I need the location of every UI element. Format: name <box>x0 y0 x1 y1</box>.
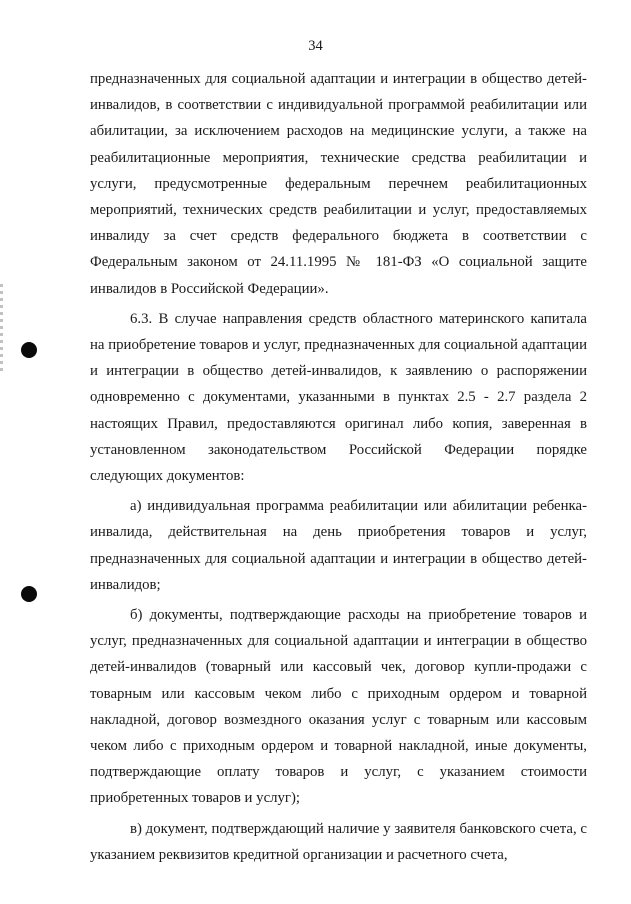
paragraph-continuation: предназначенных для социальной адаптации и интеграции в общество детей-инвалидов, в соответствии с индивидуальной программой реабилитации или абилитации, за исключением расходов на медицинские услуги, а также на реабилитационные мероприятия, технические средства реабилитации и услуги, предусмотренные федеральным перечнем реабилитационных мероприятий, технических средств реабилитации и услуг, предоставляемых инвалиду за счет средств федерального бюджета в соответствии с Федеральным законом от 24.11.1995 № 181-ФЗ «О социальной защите инвалидов в Российской Федерации». <box>90 71 587 297</box>
paragraph-item-a: а) индивидуальная программа реабилитации или абилитации ребенка-инвалида, действительная на день приобретения товаров и услуг, предназначенных для социальной адаптации и интеграции в общество детей-инвалидов; <box>90 498 587 593</box>
scan-edge-mark <box>0 284 3 374</box>
document-body <box>90 66 587 868</box>
paragraph-item-v: в) документ, подтверждающий наличие у заявителя банковского счета, с указанием реквизитов кредитной организации и расчетного счета, <box>90 820 587 863</box>
page-number: 34 <box>308 38 323 54</box>
punch-hole-bottom <box>21 586 37 602</box>
punch-hole-top <box>21 342 37 358</box>
paragraph-item-b: б) документы, подтверждающие расходы на приобретение товаров и услуг, предназначенных для социальной адаптации и интеграции в общество детей-инвалидов (товарный или кассовый чек, договор купли-продажи с товарным или кассовым чеком либо с приходным ордером и товарной накладной, договор возмездного оказания услуг с товарным или кассовым чеком либо с приходным ордером и товарной накладной, иные документы, подтверждающие оплату товаров и услуг, с указанием стоимости приобретенных товаров и услуг); <box>90 607 587 807</box>
paragraph-6-3: 6.3. В случае направления средств областного материнского капитала на приобретение товаров и услуг, предназначенных для социальной адаптации и интеграции в общество детей-инвалидов, к заявлению о распоряжении одновременно с документами, указанными в пунктах 2.5 - 2.7 раздела 2 настоящих Правил, предоставляются оригинал либо копия, заверенная в установленном законодательством Российской Федерации порядке следующих документов: <box>90 310 587 485</box>
